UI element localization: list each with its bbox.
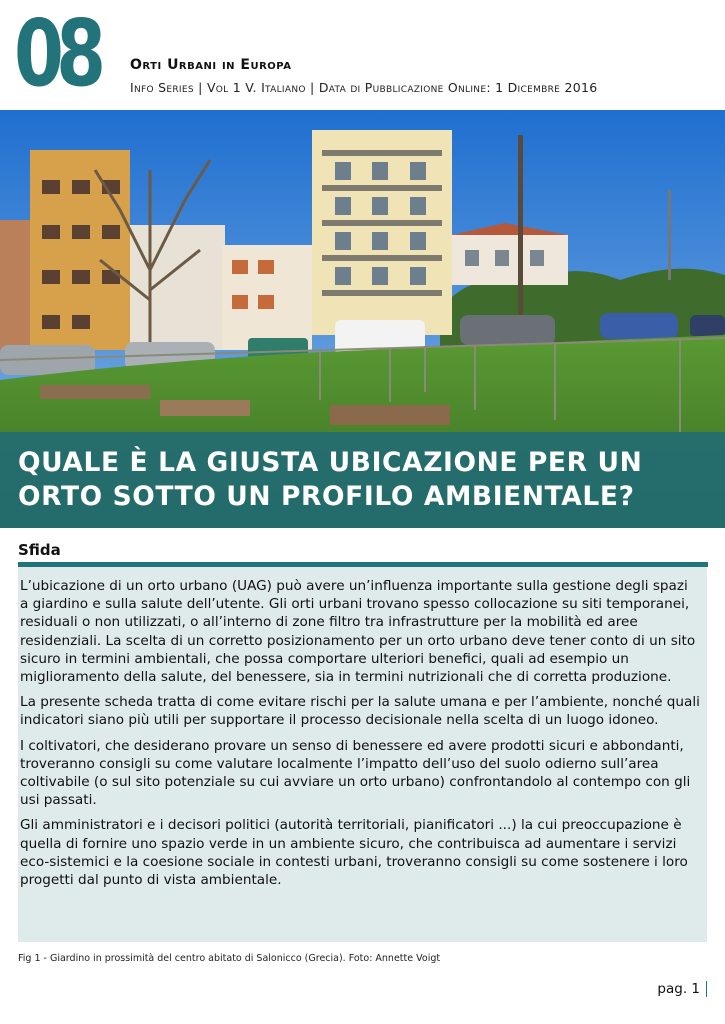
series-info: Info Series | Vol 1 V. Italiano | Data di Pubblicazione Online: 1 Dicembre 2016 xyxy=(130,80,598,95)
series-title: Orti Urbani in Europa xyxy=(130,57,292,73)
paragraph: L’ubicazione di un orto urbano (UAG) può avere un’influenza importante sulla gestione degli spazi a giardino e sulla salute dell’utente. Gli orti urbani trovano spesso collocazione su siti temporanei, residuali o non utilizzati, o all’interno di zone filtro tra infrastrutture per la mobilità ed aree residenziali. La scelta di un corretto posizionamento per un orto urbano deve tener conto di un sito sicuro in termini ambientali, che possa comportare ulteriori benefici, quali ad esempio un miglioramento della salute, del benessere, sia in termini nutrizionali che di corretta produzione. xyxy=(20,578,696,686)
figure-caption: Fig 1 - Giardino in prossimità del centro abitato di Salonicco (Grecia). Foto: Annette Voigt xyxy=(18,953,441,964)
page-title: QUALE È LA GIUSTA UBICAZIONE PER UN ORTO SOTTO UN PROFILO AMBIENTALE? xyxy=(18,447,643,512)
paragraph: La presente scheda tratta di come evitare rischi per la salute umana e per l’ambiente, nonché quali indicatori siano più utili per supportare il processo decisionale nella scelta di un luogo idoneo. xyxy=(20,694,700,729)
issue-number: 08 xyxy=(14,0,99,107)
section-body xyxy=(20,577,700,896)
paragraph: I coltivatori, che desiderano provare un senso di benessere ed avere prodotti sicuri e abbondanti, troveranno consigli su come valutare localmente l’impatto dell’uso del suolo odierno sull’area coltivabile (o sul sito potenziale su cui avviare un orto urbano) confrontandolo al contempo con gli usi passati. xyxy=(20,737,691,809)
page-number: pag. 1 xyxy=(657,981,707,997)
section-heading: Sfida xyxy=(18,541,61,559)
paragraph: Gli amministratori e i decisori politici (autorità territoriali, pianificatori ...) la cui preoccupazione è quella di fornire uno spazio verde in un ambiente sicuro, che contribuisca ad aumentare i servizi eco-sistemici e la coesione sociale in contesti urbani, troveranno consigli su come sostenere i loro progetti dal punto di vista ambientale. xyxy=(20,817,688,889)
